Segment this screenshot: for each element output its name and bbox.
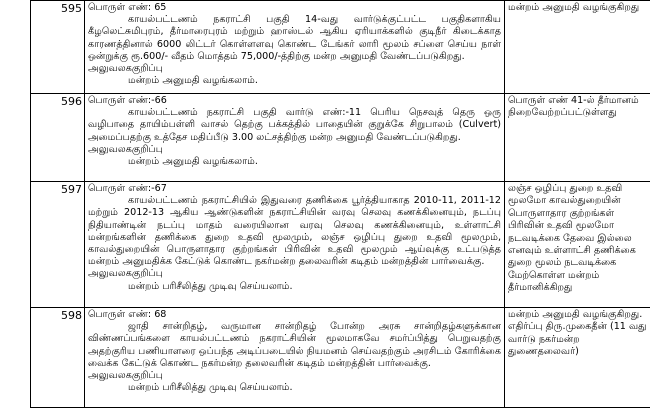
item-description: ஜாதி சான்றிதழ், வருமான சான்றிதழ் போன்ற அரசு சான்றிதழ்களுக்கான விண்ணப்பங்களை காயல்பட்டணம் நகராட்சியின் மூலமாகவே சமர்ப்பித்து பெறுவதற்கு அதற்குரிய பணியாளரை ஒப்பந்த அடிப்படையில் நியமனம் செய்வதற்கும் அரசிடம் கோரிக்கை வைக்க கேட்டுக் கொண்ட நகர்மன்ற தலைவரின் கடிதம் மன்றத்தின் பார்வைக்கு. — [88, 321, 501, 369]
office-note-label: அலுவலககுறிப்பு — [88, 63, 163, 75]
item-description: காயல்பட்டணம் நகராட்சி பகுதி 14-வது வார்டுக்குட்பட்ட பகுதிகளாகிய கீழலெட்சுமிபுரம், தீர்மாரைபுரம் மற்றும் ஹாஸ்டல் ஆகிய ஏரியாக்களில் குடிநீர் கிடைக்காத காரணத்தினால் 6000 லிட்டர் கொள்ளளவு கொண்ட டேங்கர் லாரி மூலம் சப்ளை செய்ய நாள் ஒன்றுக்கு ரூ.600/- வீதம் மொத்தம் 75,000/-த்திற்கு மன்ற அனுமதி வேண்டப்படுகிறது. — [88, 14, 501, 62]
council-minutes-table — [30, 0, 650, 408]
resolution-text: பொருள் எண் 41-ல் தீர்மானம் நிறைவேற்றப்பட்டுள்ளது — [508, 95, 639, 119]
office-recommendation: மன்றம் பரிசீலித்து முடிவு செய்யலாம். — [128, 382, 293, 394]
resolution-cell — [505, 1, 650, 94]
item-subject: பொருள் எண்:-66 — [88, 95, 167, 106]
office-note-label: அலுவலககுறிப்பு — [88, 370, 163, 382]
item-number: 595 — [31, 1, 85, 94]
resolution-cell — [505, 308, 650, 408]
resolution-cell — [505, 94, 650, 182]
office-recommendation: மன்றம் அனுமதி வழங்கலாம். — [128, 75, 258, 87]
resolution-text: மன்றம் அனுமதி வழங்குகிறது — [508, 2, 640, 13]
item-content — [85, 182, 505, 308]
office-recommendation: மன்றம் அனுமதி வழங்கலாம். — [128, 156, 258, 168]
table-row — [31, 94, 650, 182]
resolution-text: மன்றம் அனுமதி வழங்குகிறது. எதிர்ப்பு திரு.முகைதீன் (11 வது வார்டு நகர்மன்ற துணைதலைவர்) — [508, 309, 647, 358]
item-subject: பொருள் எண்: 68 — [88, 309, 167, 320]
item-subject: பொருள் எண்: 65 — [88, 2, 167, 13]
table-row — [31, 308, 650, 408]
item-number: 597 — [31, 182, 85, 308]
item-content — [85, 94, 505, 182]
item-number: 598 — [31, 308, 85, 408]
office-note-label: அலுவலககுறிப்பு — [88, 143, 163, 155]
item-content — [85, 308, 505, 408]
item-description: காயல்பட்டணம் நகராட்சி பகுதி வார்டு எண்:-11 பெரிய நெசவுத் தெரு ஒரு வழிபாதை தாயிம்பள்ளி வாசல் தெற்கு பக்கத்தில் பாதையின் குறுக்கே சிறுபாலம் (Culvert) அமைப்பதற்கு உத்தேச மதிப்பீடு 3.00 லட்சத்திற்கு மன்ற அனுமதி வேண்டப்படுகிறது. — [88, 107, 501, 143]
item-content — [85, 1, 505, 94]
office-recommendation: மன்றம் பரிசீலித்து முடிவு செய்யலாம். — [128, 280, 293, 292]
item-number: 596 — [31, 94, 85, 182]
table-row — [31, 182, 650, 308]
item-description: காயல்பட்டணம் நகராட்சியில் இதுவரை தணிக்கை பூர்த்தியாகாத 2010-11, 2011-12 மற்றும் 2012-13 ஆகிய ஆண்டுகளின் நகராட்சியின் வரவு செலவு கணக்கினையும், நடப்பு நிதியாண்டின் நடப்பு மாதம் வரையிலான வரவு செலவு கணக்கினையும், உள்ளாட்சி மன்றங்களின் தணிக்கை துறை உதவி மூலமும், லஞ்ச ஒழிப்பு துறை உதவி மூலமும், காவல்துறையின் பொருளாதார குற்றங்கள் பிரிவின் உதவி மூலமும் ஆய்வுக்கு உட்படுத்த மன்றம் அனுமதிக்க கேட்டுக் கொண்ட நகர்மன்ற தலைவரின் கடிதம் மன்றத்தின் பார்வைக்கு. — [88, 195, 501, 268]
resolution-cell — [505, 182, 650, 308]
resolution-text: லஞ்ச ஒழிப்பு துறை உதவி மூலமோ காவல்துறையின் பொருளாதார குற்றங்கள் பிரிவின் உதவி மூலமோ நடவடிக்கை தேவை இல்லை எனவும் உள்ளாட்சி தணிக்கை துறை மூலம் நடவடிக்கை மேற்கொள்ள மன்றம் தீர்மானிக்கிறது — [508, 183, 636, 294]
item-subject: பொருள் எண்:-67 — [88, 183, 167, 194]
office-note-label: அலுவலககுறிப்பு — [88, 268, 163, 280]
table-row — [31, 1, 650, 94]
